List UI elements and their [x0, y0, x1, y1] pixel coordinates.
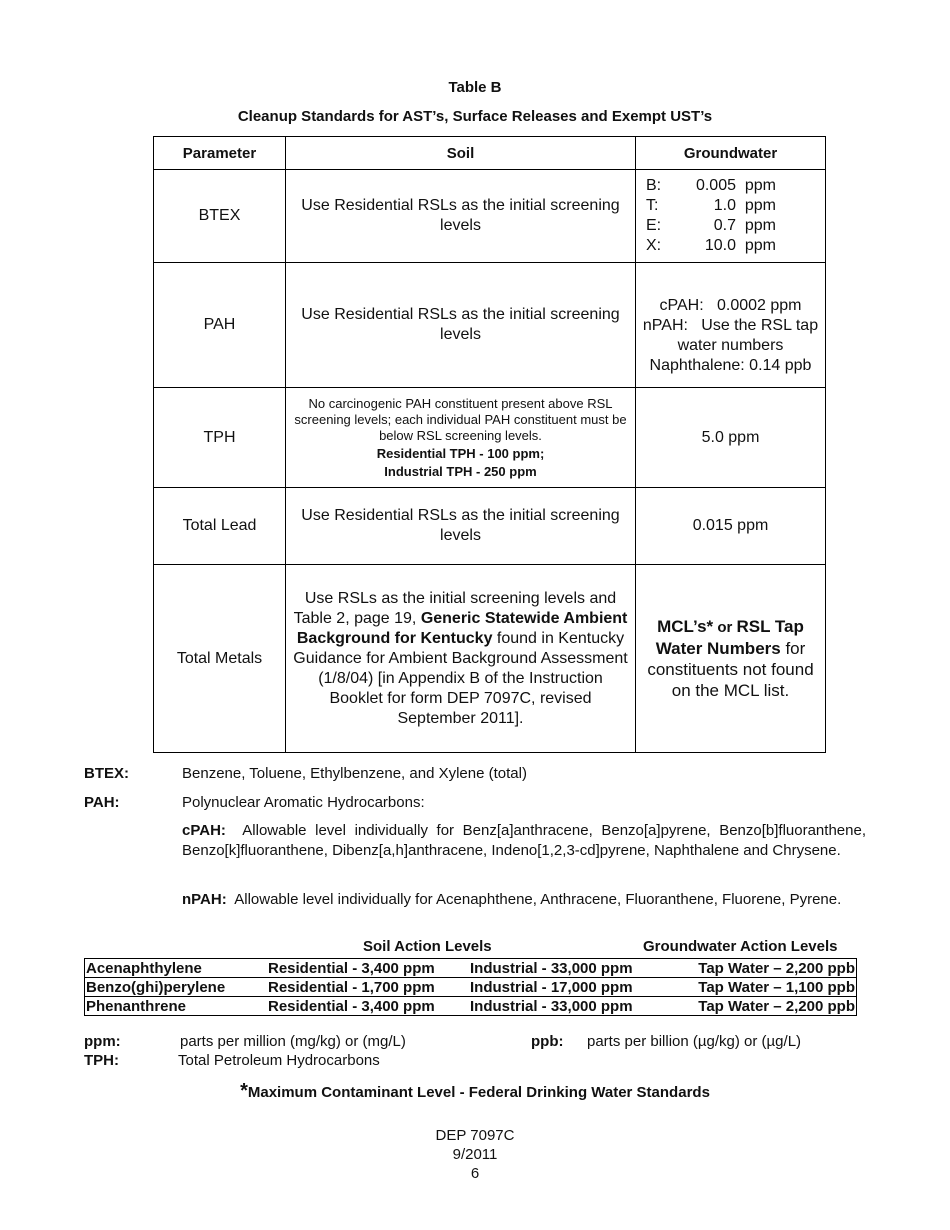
table-row	[85, 959, 857, 978]
row-tph	[154, 388, 826, 488]
btex-definition: Benzene, Toluene, Ethylbenzene, and Xylene (total)	[182, 765, 527, 782]
soil-action-header: Soil Action Levels	[363, 938, 492, 955]
pah-definition: Polynuclear Aromatic Hydrocarbons:	[182, 794, 425, 811]
action-name: Acenaphthylene	[85, 959, 268, 978]
gw-btex	[636, 170, 826, 263]
gw-btex-b: B: 0.005 ppm	[646, 177, 776, 194]
table-row	[85, 997, 857, 1016]
soil-btex: Use Residential RSLs as the initial screening levels	[286, 170, 636, 263]
gw-cpah: cPAH: 0.0002 ppm	[659, 297, 802, 314]
gw-btex-e: E: 0.7 ppm	[646, 217, 776, 234]
param-tph: TPH	[154, 388, 286, 488]
footnote: *Maximum Contaminant Level - Federal Drinking Water Standards	[240, 1080, 710, 1102]
header-parameter: Parameter	[154, 137, 286, 170]
action-tap: Tap Water – 2,200 ppb	[671, 959, 857, 978]
tph-definition: Total Petroleum Hydrocarbons	[178, 1052, 380, 1069]
soil-tph-note: No carcinogenic PAH constituent present above RSL screening levels; each individual PAH constituent must be below RSL screening levels.	[294, 395, 627, 443]
action-residential: Residential - 3,400 ppm	[267, 959, 469, 978]
param-metals: Total Metals	[154, 565, 286, 753]
ppb-label: ppb:	[531, 1033, 564, 1050]
soil-tph-industrial: Industrial TPH - 250 ppm	[384, 463, 537, 479]
soil-pah: Use Residential RSLs as the initial screening levels	[286, 263, 636, 388]
action-name: Phenanthrene	[85, 997, 268, 1016]
npah-label: nPAH:	[182, 891, 227, 908]
header-soil: Soil	[286, 137, 636, 170]
soil-tph-residential: Residential TPH - 100 ppm;	[376, 445, 545, 461]
btex-label: BTEX:	[84, 765, 129, 782]
gw-pah	[636, 263, 826, 388]
action-tap: Tap Water – 2,200 ppb	[671, 997, 857, 1016]
action-industrial: Industrial - 33,000 ppm	[469, 997, 671, 1016]
ppm-label: ppm:	[84, 1033, 121, 1050]
soil-metals: Use RSLs as the initial screening levels and Table 2, page 19, Generic Statewide Ambient Background for Kentucky found in Kentucky Guidance for Ambient Background Assessment (1/8/04) [in Appendix B of the Instruction Booklet for form DEP 7097C, revised September 2011].	[286, 565, 636, 753]
cleanup-standards-table	[153, 136, 826, 753]
action-industrial: Industrial - 33,000 ppm	[469, 959, 671, 978]
header-groundwater: Groundwater	[636, 137, 826, 170]
param-btex: BTEX	[154, 170, 286, 263]
page-number: 6	[470, 1165, 480, 1182]
action-residential: Residential - 3,400 ppm	[267, 997, 469, 1016]
header-row	[154, 137, 826, 170]
row-lead	[154, 488, 826, 565]
table-row	[85, 978, 857, 997]
tph-label: TPH:	[84, 1052, 119, 1069]
gw-action-header: Groundwater Action Levels	[643, 938, 838, 955]
gw-lead: 0.015 ppm	[636, 488, 826, 565]
ppb-definition: parts per billion (µg/kg) or (µg/L)	[587, 1033, 802, 1050]
gw-tph: 5.0 ppm	[636, 388, 826, 488]
gw-npah: nPAH: Use the RSL tap water numbers	[642, 317, 823, 354]
row-btex	[154, 170, 826, 263]
npah-definition: nPAH: Allowable level individually for Acenaphthene, Anthracene, Fluoranthene, Fluorene, Pyrene.	[182, 891, 842, 908]
footnote-star: *	[240, 1080, 248, 1102]
row-pah	[154, 263, 826, 388]
action-residential: Residential - 1,700 ppm	[267, 978, 469, 997]
gw-btex-t: T: 1.0 ppm	[646, 197, 776, 214]
footer-form: DEP 7097C	[435, 1127, 515, 1144]
param-lead: Total Lead	[154, 488, 286, 565]
cpah-definition: cPAH: Allowable level individually for Benz[a]anthracene, Benzo[a]pyrene, Benzo[b]fluoranthene, Benzo[k]fluoranthene, Dibenz[a,h]anthracene, Indeno[1,2,3-cd]pyrene, Naphthalene and Chrysene.	[182, 822, 866, 859]
param-pah: PAH	[154, 263, 286, 388]
gw-naphthalene: Naphthalene: 0.14 ppb	[649, 357, 812, 374]
table-title: Table B	[448, 79, 502, 96]
ppm-definition: parts per million (mg/kg) or (mg/L)	[180, 1033, 406, 1050]
pah-label: PAH:	[84, 794, 120, 811]
action-levels-table	[84, 958, 857, 1016]
action-name: Benzo(ghi)perylene	[85, 978, 268, 997]
soil-lead: Use Residential RSLs as the initial screening levels	[286, 488, 636, 565]
row-metals	[154, 565, 826, 753]
footer-date: 9/2011	[452, 1146, 498, 1163]
gw-metals: MCL’s* or RSL Tap Water Numbers for constituents not found on the MCL list.	[636, 565, 826, 753]
table-subtitle: Cleanup Standards for AST’s, Surface Releases and Exempt UST’s	[237, 108, 713, 125]
action-tap: Tap Water – 1,100 ppb	[671, 978, 857, 997]
cpah-label: cPAH:	[182, 822, 226, 839]
action-industrial: Industrial - 17,000 ppm	[469, 978, 671, 997]
gw-btex-x: X: 10.0 ppm	[646, 237, 776, 254]
soil-tph	[286, 388, 636, 488]
